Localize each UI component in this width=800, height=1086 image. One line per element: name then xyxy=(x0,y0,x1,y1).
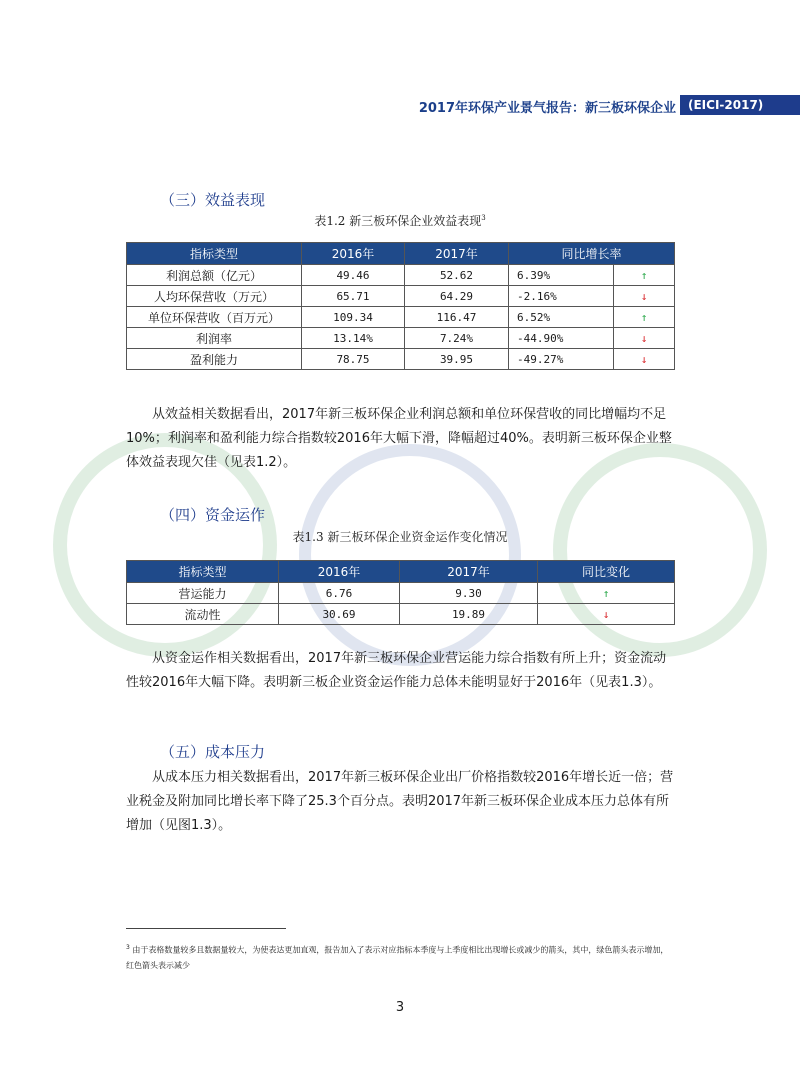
col-header-2017: 2017年 xyxy=(405,243,509,265)
arrow-down-icon: ↓ xyxy=(538,604,675,625)
arrow-down-icon: ↓ xyxy=(614,349,675,370)
watermark-seal-center xyxy=(305,450,515,660)
report-header-badge: (EICI-2017) xyxy=(680,95,800,115)
arrow-up-icon: ↑ xyxy=(614,307,675,328)
row-label: 单位环保营收（百万元） xyxy=(127,307,302,328)
paragraph-benefit-analysis: 从效益相关数据看出，2017年新三板环保企业利润总额和单位环保营收的同比增幅均不足10%；利润率和盈利能力综合指数较2016年大幅下滑，降幅超过40%。表明新三板环保企业整体效益表现欠佳（见表1.2）。 xyxy=(126,407,672,470)
row-label: 利润率 xyxy=(127,328,302,349)
table-row xyxy=(127,265,675,286)
value-2017: 39.95 xyxy=(405,349,509,370)
row-label: 营运能力 xyxy=(127,583,279,604)
footnote xyxy=(126,940,674,973)
value-2016: 109.34 xyxy=(302,307,405,328)
value-2016: 65.71 xyxy=(302,286,405,307)
value-2016: 6.76 xyxy=(279,583,400,604)
table-row xyxy=(127,307,675,328)
col-header-2017: 2017年 xyxy=(400,561,538,583)
paragraph-cost-analysis: 从成本压力相关数据看出，2017年新三板环保企业出厂价格指数较2016年增长近一倍；营业税金及附加同比增长率下降了25.3个百分点。表明2017年新三板环保企业成本压力总体有所增加（见图1.3）。 xyxy=(126,770,674,833)
col-header-2016: 2016年 xyxy=(302,243,405,265)
table-1-2-caption-text: 表1.2 新三板环保企业效益表现 xyxy=(314,214,482,228)
row-label: 人均环保营收（万元） xyxy=(127,286,302,307)
value-2016: 30.69 xyxy=(279,604,400,625)
section-title-cost: （五）成本压力 xyxy=(160,743,266,761)
growth-rate: 6.39% xyxy=(509,265,614,286)
footnote-text: 由于表格数量较多且数据量较大，为使表达更加直观，报告加入了表示对应指标本季度与上季度相比出现增长或减少的箭头，其中，绿色箭头表示增加，红色箭头表示减少 xyxy=(126,945,669,970)
col-header-2016: 2016年 xyxy=(279,561,400,583)
table-1-3 xyxy=(126,560,675,625)
table-1-2 xyxy=(126,242,675,370)
value-2017: 9.30 xyxy=(400,583,538,604)
footnote-ref-3: 3 xyxy=(481,214,486,222)
table-row xyxy=(127,583,675,604)
arrow-up-icon: ↑ xyxy=(614,265,675,286)
value-2017: 116.47 xyxy=(405,307,509,328)
arrow-down-icon: ↓ xyxy=(614,286,675,307)
value-2017: 7.24% xyxy=(405,328,509,349)
footnote-divider xyxy=(126,928,286,929)
value-2016: 78.75 xyxy=(302,349,405,370)
table-header-row xyxy=(127,243,675,265)
col-header-growth: 同比增长率 xyxy=(509,243,675,265)
arrow-down-icon: ↓ xyxy=(614,328,675,349)
value-2017: 19.89 xyxy=(400,604,538,625)
table-1-3-caption: 表1.3 新三板环保企业资金运作变化情况 xyxy=(292,530,508,544)
row-label: 盈利能力 xyxy=(127,349,302,370)
value-2017: 64.29 xyxy=(405,286,509,307)
table-row xyxy=(127,349,675,370)
growth-rate: -44.90% xyxy=(509,328,614,349)
table-header-row xyxy=(127,561,675,583)
growth-rate: -2.16% xyxy=(509,286,614,307)
col-header-indicator: 指标类型 xyxy=(127,561,279,583)
row-label: 利润总额（亿元） xyxy=(127,265,302,286)
growth-rate: -49.27% xyxy=(509,349,614,370)
value-2016: 49.46 xyxy=(302,265,405,286)
value-2017: 52.62 xyxy=(405,265,509,286)
growth-rate: 6.52% xyxy=(509,307,614,328)
table-row xyxy=(127,286,675,307)
table-row xyxy=(127,328,675,349)
col-header-indicator: 指标类型 xyxy=(127,243,302,265)
report-header-title: 2017年环保产业景气报告：新三板环保企业 xyxy=(418,101,676,116)
page-number: 3 xyxy=(395,1000,405,1015)
col-header-change: 同比变化 xyxy=(538,561,675,583)
section-title-benefit: （三）效益表现 xyxy=(160,191,266,209)
footnote-marker: 3 xyxy=(126,944,130,951)
row-label: 流动性 xyxy=(127,604,279,625)
paragraph-capital-analysis: 从资金运作相关数据看出，2017年新三板环保企业营运能力综合指数有所上升；资金流动性较2016年大幅下降。表明新三板企业资金运作能力总体未能明显好于2016年（见表1.3）。 xyxy=(126,651,667,690)
table-1-2-caption xyxy=(0,212,800,229)
value-2016: 13.14% xyxy=(302,328,405,349)
table-row xyxy=(127,604,675,625)
arrow-up-icon: ↑ xyxy=(538,583,675,604)
section-title-capital: （四）资金运作 xyxy=(160,506,266,524)
